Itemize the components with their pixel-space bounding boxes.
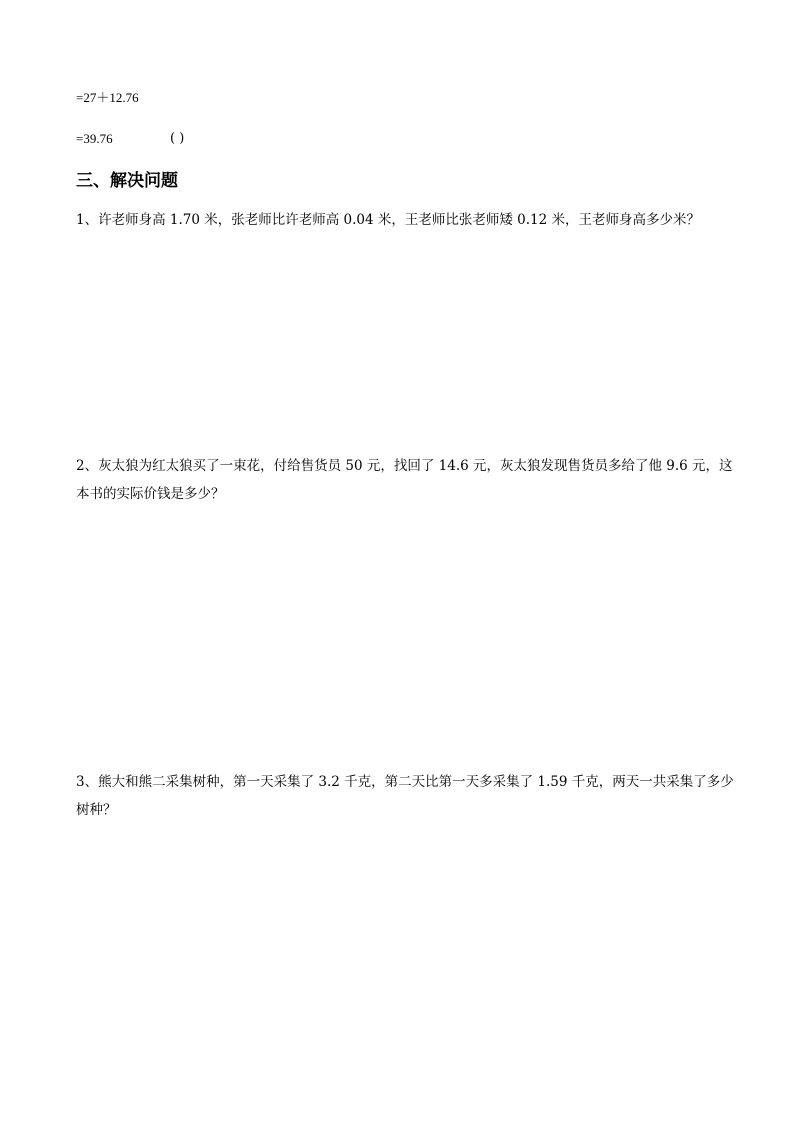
question-2: 2、灰太狼为红太狼买了一束花，付给售货员 50 元，找回了 14.6 元，灰太狼发现售货员多给了他 9.6 元，这本书的实际价钱是多少？ <box>76 458 733 502</box>
judge-blank: ( ) <box>170 131 185 146</box>
calc-line-2: =39.76 <box>76 131 113 146</box>
question-1: 1、许老师身高 1.70 米，张老师比许老师高 0.04 米，王老师比张老师矮 0.12 米，王老师身高多少米？ <box>76 212 701 228</box>
calc-line-1: =27＋12.76 <box>76 90 139 105</box>
question-3: 3、熊大和熊二采集树种，第一天采集了 3.2 千克，第二天比第一天多采集了 1.59 千克，两天一共采集了多少树种？ <box>76 774 734 818</box>
section-title: 三、解决问题 <box>76 171 178 191</box>
